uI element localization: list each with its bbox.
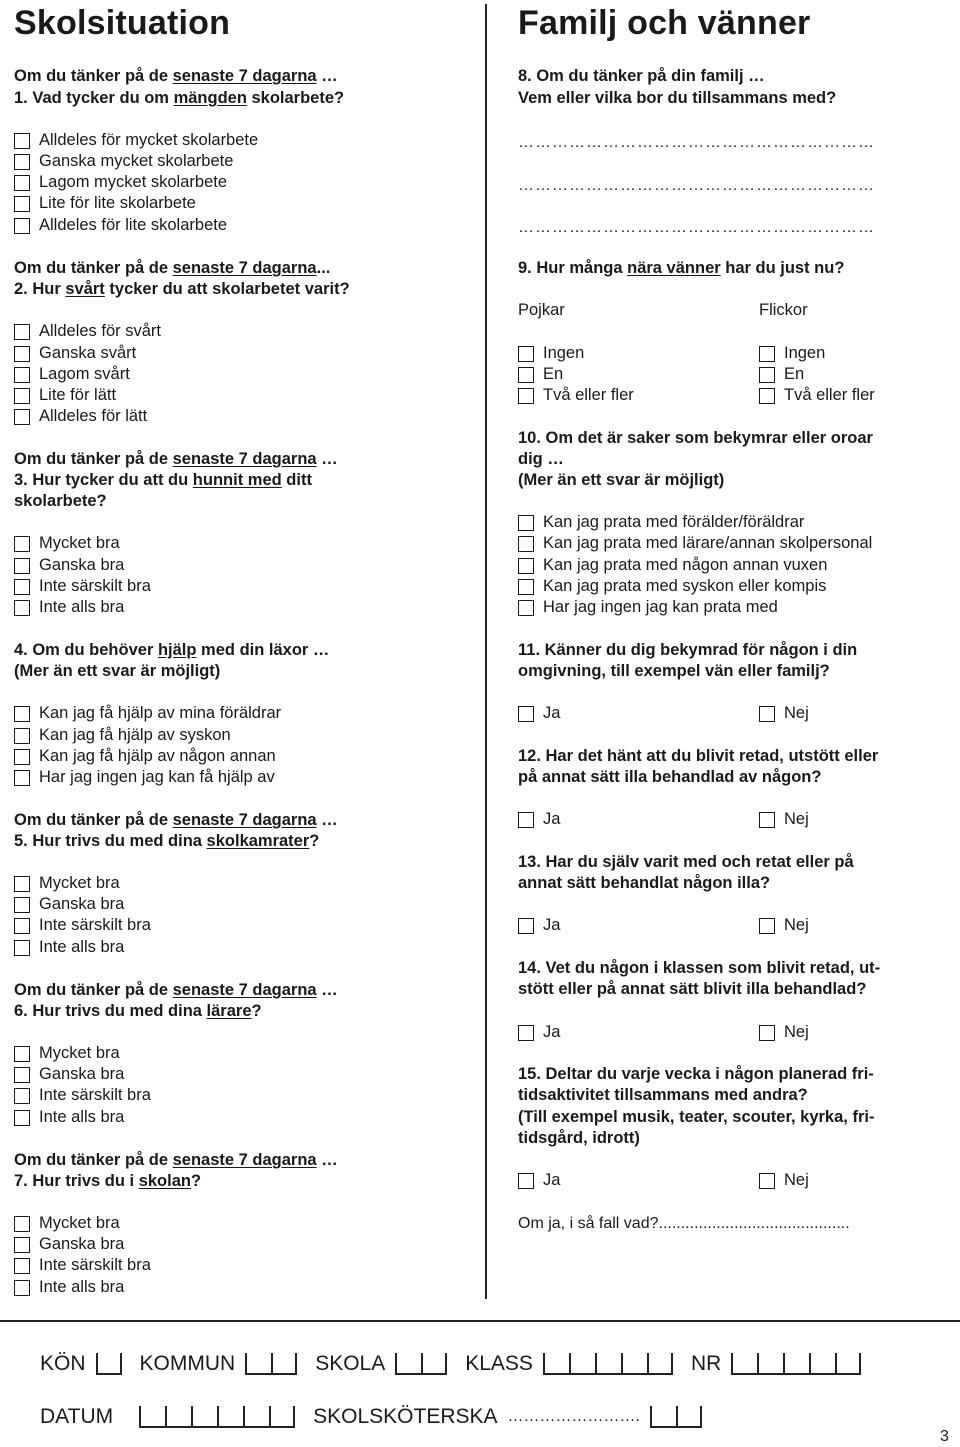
- q15-question-cont: tidsaktivitet tillsammans med andra?: [518, 1086, 808, 1104]
- q3-option[interactable]: Inte särskilt bra: [14, 576, 151, 597]
- checkbox[interactable]: [14, 897, 30, 913]
- q4-option[interactable]: Har jag ingen jag kan få hjälp av: [14, 767, 275, 788]
- checkbox[interactable]: [518, 558, 534, 574]
- checkbox[interactable]: [518, 388, 534, 404]
- q8-intro: 8. Om du tänker på din familj …: [518, 67, 765, 85]
- q12-question: 12. Har det hänt att du blivit retad, utstött eller: [518, 747, 879, 765]
- q9-question: 9. Hur många nära vänner har du just nu?: [518, 259, 845, 277]
- q4-option[interactable]: Kan jag få hjälp av mina föräldrar: [14, 703, 281, 724]
- q15-question: 15. Deltar du varje vecka i någon planerad fri-: [518, 1065, 874, 1083]
- section-title: Familj och vänner: [518, 4, 811, 42]
- skola-label: SKOLA: [315, 1352, 386, 1375]
- q2-option[interactable]: Ganska svårt: [14, 343, 136, 364]
- q6-question: 6. Hur trivs du med dina lärare?: [14, 1002, 262, 1020]
- q2-question: 2. Hur svårt tycker du att skolarbetet varit?: [14, 280, 350, 298]
- q12-question-cont: på annat sätt illa behandlad av någon?: [518, 768, 822, 786]
- q8-question: Vem eller vilka bor du tillsammans med?: [518, 89, 837, 107]
- q9-girls-option[interactable]: Två eller fler: [759, 385, 875, 406]
- checkbox[interactable]: [759, 812, 775, 828]
- q15-note-cont: tidsgård, idrott): [518, 1129, 640, 1147]
- q2-option[interactable]: Lite för lätt: [14, 385, 116, 406]
- q6-option[interactable]: Inte särskilt bra: [14, 1085, 151, 1106]
- checkbox[interactable]: [518, 918, 534, 934]
- checkbox[interactable]: [14, 1046, 30, 1062]
- q15-followup[interactable]: Om ja, i så fall vad?...........................................: [518, 1215, 850, 1232]
- checkbox[interactable]: [14, 1088, 30, 1104]
- q1-option[interactable]: Alldeles för mycket skolarbete: [14, 130, 258, 151]
- q14-yes[interactable]: Ja: [518, 1022, 560, 1043]
- q8-answer-line[interactable]: ………………………………………………………: [518, 219, 875, 236]
- skola-boxes[interactable]: [395, 1353, 447, 1375]
- q15-yes[interactable]: Ja: [518, 1170, 560, 1191]
- checkbox[interactable]: [14, 940, 30, 956]
- q6-option[interactable]: Mycket bra: [14, 1043, 120, 1064]
- q2-intro: Om du tänker på de senaste 7 dagarna...: [14, 259, 331, 277]
- q10-option[interactable]: Kan jag prata med syskon eller kompis: [518, 576, 826, 597]
- q10-question-cont: dig …: [518, 450, 564, 468]
- checkbox[interactable]: [759, 918, 775, 934]
- q3-option[interactable]: Ganska bra: [14, 555, 124, 576]
- checkbox[interactable]: [759, 346, 775, 362]
- q1-question: 1. Vad tycker du om mängden skolarbete?: [14, 89, 345, 107]
- checkbox[interactable]: [14, 1280, 30, 1296]
- q11-question-cont: omgivning, till exempel vän eller familj?: [518, 662, 830, 680]
- q12-yes[interactable]: Ja: [518, 809, 560, 830]
- q10-note: (Mer än ett svar är möjligt): [518, 471, 725, 489]
- skolskoterska-label: SKOLSKÖTERSKA: [313, 1405, 498, 1428]
- q5-option[interactable]: Mycket bra: [14, 873, 120, 894]
- checkbox[interactable]: [14, 536, 30, 552]
- checkbox[interactable]: [14, 154, 30, 170]
- q10-option[interactable]: Har jag ingen jag kan prata med: [518, 597, 778, 618]
- checkbox[interactable]: [518, 1173, 534, 1189]
- q8-answer-line[interactable]: ………………………………………………………: [518, 177, 875, 194]
- nr-label: NR: [690, 1352, 722, 1375]
- q11-no[interactable]: Nej: [759, 703, 809, 724]
- checkbox[interactable]: [14, 579, 30, 595]
- checkbox[interactable]: [518, 515, 534, 531]
- checkbox[interactable]: [14, 196, 30, 212]
- q7-option[interactable]: Inte alls bra: [14, 1277, 124, 1298]
- q7-option[interactable]: Mycket bra: [14, 1213, 120, 1234]
- checkbox[interactable]: [759, 1025, 775, 1041]
- checkbox[interactable]: [518, 367, 534, 383]
- q4-question: 4. Om du behöver hjälp med din läxor …: [14, 641, 330, 659]
- q9-girls-label: Flickor: [759, 301, 808, 319]
- q1-option[interactable]: Lagom mycket skolarbete: [14, 172, 227, 193]
- q9-boys-option[interactable]: Två eller fler: [518, 385, 634, 406]
- q9-boys-label: Pojkar: [518, 301, 565, 319]
- q15-no[interactable]: Nej: [759, 1170, 809, 1191]
- q5-option[interactable]: Inte alls bra: [14, 937, 124, 958]
- q5-intro: Om du tänker på de senaste 7 dagarna …: [14, 811, 338, 829]
- q3-question-cont: skolarbete?: [14, 492, 107, 510]
- q5-option[interactable]: Ganska bra: [14, 894, 124, 915]
- checkbox[interactable]: [518, 812, 534, 828]
- footer-divider: [0, 1320, 960, 1322]
- checkbox[interactable]: [14, 1067, 30, 1083]
- checkbox[interactable]: [14, 749, 30, 765]
- q3-intro: Om du tänker på de senaste 7 dagarna …: [14, 450, 338, 468]
- q3-question: 3. Hur tycker du att du hunnit med ditt: [14, 471, 312, 489]
- nr-boxes[interactable]: [731, 1353, 861, 1375]
- datum-label: DATUM: [40, 1405, 114, 1428]
- checkbox[interactable]: [518, 346, 534, 362]
- datum-boxes[interactable]: [139, 1406, 295, 1428]
- q10-option[interactable]: Kan jag prata med förälder/föräldrar: [518, 512, 804, 533]
- checkbox[interactable]: [518, 579, 534, 595]
- checkbox[interactable]: [14, 876, 30, 892]
- q1-option[interactable]: Lite för lite skolarbete: [14, 193, 196, 214]
- q13-yes[interactable]: Ja: [518, 915, 560, 936]
- skolskoterska-boxes[interactable]: [650, 1406, 702, 1428]
- q1-option[interactable]: Ganska mycket skolarbete: [14, 151, 233, 172]
- q7-intro: Om du tänker på de senaste 7 dagarna …: [14, 1151, 338, 1169]
- checkbox[interactable]: [759, 367, 775, 383]
- q2-option[interactable]: Alldeles för svårt: [14, 321, 161, 342]
- checkbox[interactable]: [14, 770, 30, 786]
- q9-boys-option[interactable]: En: [518, 364, 563, 385]
- checkbox[interactable]: [518, 536, 534, 552]
- checkbox[interactable]: [518, 1025, 534, 1041]
- section-title: Skolsituation: [14, 4, 231, 42]
- q4-option[interactable]: Kan jag få hjälp av syskon: [14, 725, 231, 746]
- checkbox[interactable]: [14, 1237, 30, 1253]
- q10-option[interactable]: Kan jag prata med lärare/annan skolpersonal: [518, 533, 872, 554]
- checkbox[interactable]: [14, 388, 30, 404]
- klass-boxes[interactable]: [543, 1353, 673, 1375]
- checkbox[interactable]: [14, 558, 30, 574]
- checkbox[interactable]: [14, 728, 30, 744]
- q10-option[interactable]: Kan jag prata med någon annan vuxen: [518, 555, 827, 576]
- q4-note: (Mer än ett svar är möjligt): [14, 662, 221, 680]
- checkbox[interactable]: [759, 1173, 775, 1189]
- checkbox[interactable]: [14, 346, 30, 362]
- q14-question-cont: stött eller på annat sätt blivit illa behandlad?: [518, 980, 867, 998]
- q9-girls-option[interactable]: En: [759, 364, 804, 385]
- checkbox[interactable]: [518, 706, 534, 722]
- checkbox[interactable]: [14, 133, 30, 149]
- column-divider: [485, 4, 487, 1299]
- checkbox[interactable]: [14, 218, 30, 234]
- kon-label: KÖN: [40, 1352, 86, 1375]
- q3-option[interactable]: Mycket bra: [14, 533, 120, 554]
- q11-yes[interactable]: Ja: [518, 703, 560, 724]
- kon-boxes[interactable]: [96, 1353, 122, 1375]
- checkbox[interactable]: [518, 600, 534, 616]
- checkbox[interactable]: [759, 706, 775, 722]
- q8-answer-line[interactable]: ………………………………………………………: [518, 134, 875, 151]
- q9-girls-option[interactable]: Ingen: [759, 343, 825, 364]
- q7-question: 7. Hur trivs du i skolan?: [14, 1172, 202, 1190]
- q14-question: 14. Vet du någon i klassen som blivit retad, ut-: [518, 959, 881, 977]
- q14-no[interactable]: Nej: [759, 1022, 809, 1043]
- kommun-boxes[interactable]: [245, 1353, 297, 1375]
- q7-option[interactable]: Inte särskilt bra: [14, 1255, 151, 1276]
- q1-intro: Om du tänker på de senaste 7 dagarna …: [14, 67, 338, 85]
- q12-no[interactable]: Nej: [759, 809, 809, 830]
- checkbox[interactable]: [14, 1258, 30, 1274]
- checkbox[interactable]: [14, 600, 30, 616]
- q13-question: 13. Har du själv varit med och retat eller på: [518, 853, 854, 871]
- q2-option[interactable]: Alldeles för lätt: [14, 406, 147, 427]
- checkbox[interactable]: [14, 918, 30, 934]
- kommun-label: KOMMUN: [139, 1352, 236, 1375]
- q9-boys-option[interactable]: Ingen: [518, 343, 584, 364]
- q11-question: 11. Känner du dig bekymrad för någon i din: [518, 641, 858, 659]
- checkbox[interactable]: [14, 175, 30, 191]
- q4-option[interactable]: Kan jag få hjälp av någon annan: [14, 746, 276, 767]
- page-number: 3: [940, 1428, 949, 1445]
- checkbox[interactable]: [14, 409, 30, 425]
- skolskoterska-dots[interactable]: …………………….: [507, 1408, 640, 1425]
- q6-option[interactable]: Ganska bra: [14, 1064, 124, 1085]
- q10-question: 10. Om det är saker som bekymrar eller oroar: [518, 429, 873, 447]
- checkbox[interactable]: [14, 367, 30, 383]
- checkbox[interactable]: [14, 324, 30, 340]
- footer-row-1: [40, 1352, 879, 1376]
- klass-label: KLASS: [465, 1352, 533, 1375]
- q2-option[interactable]: Lagom svårt: [14, 364, 130, 385]
- q5-option[interactable]: Inte särskilt bra: [14, 915, 151, 936]
- q6-intro: Om du tänker på de senaste 7 dagarna …: [14, 981, 338, 999]
- checkbox[interactable]: [14, 1216, 30, 1232]
- q3-option[interactable]: Inte alls bra: [14, 597, 124, 618]
- q7-option[interactable]: Ganska bra: [14, 1234, 124, 1255]
- checkbox[interactable]: [14, 1110, 30, 1126]
- q1-option[interactable]: Alldeles för lite skolarbete: [14, 215, 227, 236]
- q13-no[interactable]: Nej: [759, 915, 809, 936]
- q13-question-cont: annat sätt behandlat någon illa?: [518, 874, 771, 892]
- q15-note: (Till exempel musik, teater, scouter, kyrka, fri-: [518, 1108, 875, 1126]
- checkbox[interactable]: [14, 706, 30, 722]
- footer-row-2: [40, 1405, 720, 1429]
- checkbox[interactable]: [759, 388, 775, 404]
- q6-option[interactable]: Inte alls bra: [14, 1107, 124, 1128]
- q5-question: 5. Hur trivs du med dina skolkamrater?: [14, 832, 320, 850]
